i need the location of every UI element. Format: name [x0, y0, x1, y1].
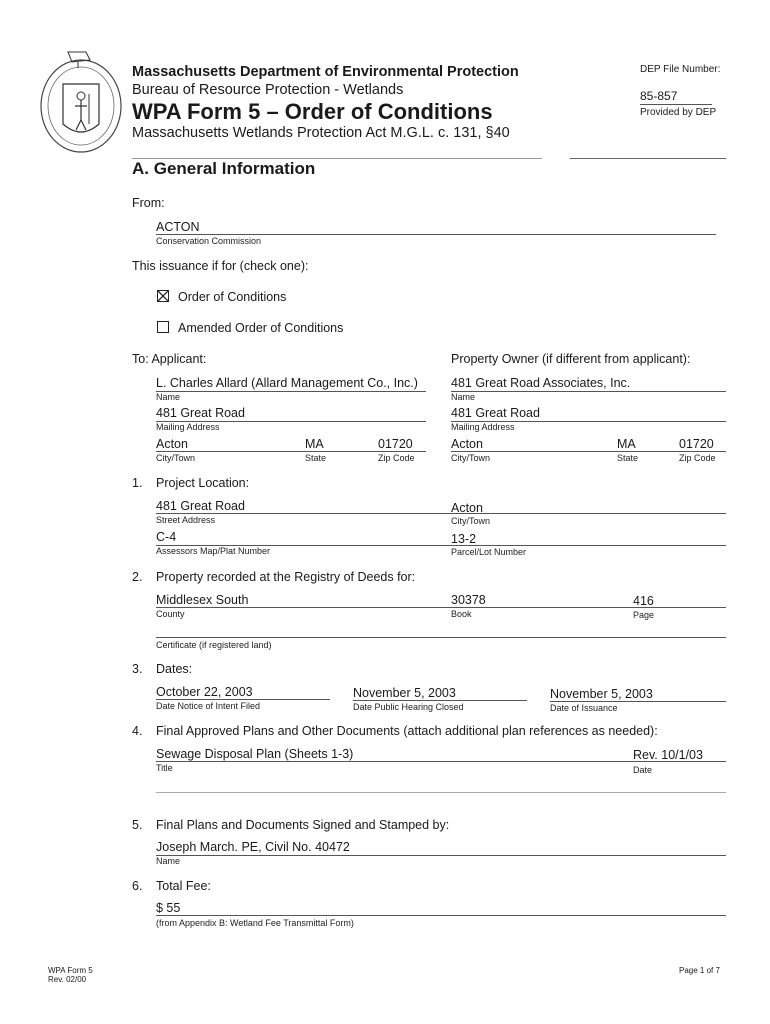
applicant-label: To: Applicant:: [132, 352, 207, 366]
total-fee: $ 55: [156, 901, 181, 915]
owner-address: 481 Great Road: [451, 406, 540, 420]
check-x-icon: [158, 291, 168, 301]
date-noi-filed-caption: Date Notice of Intent Filed: [156, 701, 261, 711]
project-city-caption: City/Town: [451, 516, 491, 526]
item5-label: Final Plans and Documents Signed and Stamped by:: [156, 818, 450, 832]
plan-date-caption: Date: [633, 765, 653, 775]
applicant-zip-caption: Zip Code: [378, 453, 415, 463]
footer-page-number: Page 1 of 7: [679, 966, 720, 975]
project-parcel-caption: Parcel/Lot Number: [451, 547, 527, 557]
certificate-caption: Certificate (if registered land): [156, 640, 272, 650]
owner-state: MA: [617, 437, 636, 451]
amended-order-checkbox[interactable]: [157, 321, 169, 333]
applicant-city: Acton: [156, 437, 188, 451]
item2-number: 2.: [132, 570, 143, 584]
project-map-caption: Assessors Map/Plat Number: [156, 546, 271, 556]
signer-name: Joseph March. PE, Civil No. 40472: [156, 840, 350, 854]
item3-number: 3.: [132, 662, 143, 676]
item1-label: Project Location:: [156, 476, 250, 490]
order-of-conditions-checkbox[interactable]: [157, 290, 169, 302]
item3-label: Dates:: [156, 662, 193, 676]
item1-number: 1.: [132, 476, 143, 490]
county-value: Middlesex South: [156, 593, 249, 607]
provided-by-dep: Provided by DEP: [640, 107, 717, 118]
amended-order-label: Amended Order of Conditions: [178, 321, 344, 335]
footer-revision: Rev. 02/00: [48, 975, 87, 984]
page-caption: Page: [633, 610, 655, 620]
applicant-city-caption: City/Town: [156, 453, 196, 463]
owner-label: Property Owner (if different from applicant):: [451, 352, 691, 366]
date-hearing-closed-caption: Date Public Hearing Closed: [353, 702, 464, 712]
applicant-zip: 01720: [378, 437, 413, 451]
book-value: 30378: [451, 593, 486, 607]
owner-city: Acton: [451, 437, 483, 451]
owner-zip: 01720: [679, 437, 714, 451]
order-of-conditions-label: Order of Conditions: [178, 290, 287, 304]
footer-form-name: WPA Form 5: [48, 966, 93, 975]
owner-state-caption: State: [617, 453, 639, 463]
dep-file-number: 85-857: [640, 89, 678, 103]
item4-label: Final Approved Plans and Other Documents (attach additional plan references as needed):: [156, 724, 658, 738]
from-label: From:: [132, 196, 165, 210]
from-caption: Conservation Commission: [156, 236, 262, 246]
project-city: Acton: [451, 501, 483, 515]
act-reference: Massachusetts Wetlands Protection Act M.G.L. c. 131, §40: [132, 125, 510, 141]
date-of-issuance: November 5, 2003: [550, 687, 653, 701]
owner-name-caption: Name: [451, 392, 476, 402]
dep-file-label: DEP File Number:: [640, 64, 721, 75]
applicant-address: 481 Great Road: [156, 406, 245, 420]
item6-label: Total Fee:: [156, 879, 211, 893]
section-a-title: A. General Information: [132, 159, 316, 178]
from-value: ACTON: [156, 220, 200, 234]
book-caption: Book: [451, 609, 472, 619]
owner-zip-caption: Zip Code: [679, 453, 716, 463]
issuance-label: This issuance if for (check one):: [132, 259, 309, 273]
applicant-name-caption: Name: [156, 392, 181, 402]
plan-title-caption: Title: [156, 763, 173, 773]
applicant-name: L. Charles Allard (Allard Management Co., Inc.): [156, 376, 418, 390]
project-map: C-4: [156, 530, 177, 544]
massachusetts-seal-logo: [38, 44, 124, 156]
plan-date: Rev. 10/1/03: [633, 748, 703, 762]
project-street: 481 Great Road: [156, 499, 245, 513]
total-fee-caption: (from Appendix B: Wetland Fee Transmittal Form): [156, 918, 354, 928]
project-street-caption: Street Address: [156, 515, 216, 525]
applicant-state: MA: [305, 437, 324, 451]
item2-label: Property recorded at the Registry of Deeds for:: [156, 570, 416, 584]
plan-title: Sewage Disposal Plan (Sheets 1-3): [156, 747, 354, 761]
signer-name-caption: Name: [156, 856, 181, 866]
county-caption: County: [156, 609, 185, 619]
applicant-state-caption: State: [305, 453, 327, 463]
date-of-issuance-caption: Date of Issuance: [550, 703, 618, 713]
owner-city-caption: City/Town: [451, 453, 491, 463]
item6-number: 6.: [132, 879, 143, 893]
bureau-name: Bureau of Resource Protection - Wetlands: [132, 82, 404, 98]
item5-number: 5.: [132, 818, 143, 832]
page-value: 416: [633, 594, 654, 608]
date-hearing-closed: November 5, 2003: [353, 686, 456, 700]
project-parcel: 13-2: [451, 532, 477, 546]
item4-number: 4.: [132, 724, 143, 738]
department-name: Massachusetts Department of Environmental Protection: [132, 64, 519, 80]
owner-address-caption: Mailing Address: [451, 422, 515, 432]
applicant-address-caption: Mailing Address: [156, 422, 220, 432]
date-noi-filed: October 22, 2003: [156, 685, 253, 699]
form-title: WPA Form 5 – Order of Conditions: [132, 99, 493, 124]
owner-name: 481 Great Road Associates, Inc.: [451, 376, 631, 390]
